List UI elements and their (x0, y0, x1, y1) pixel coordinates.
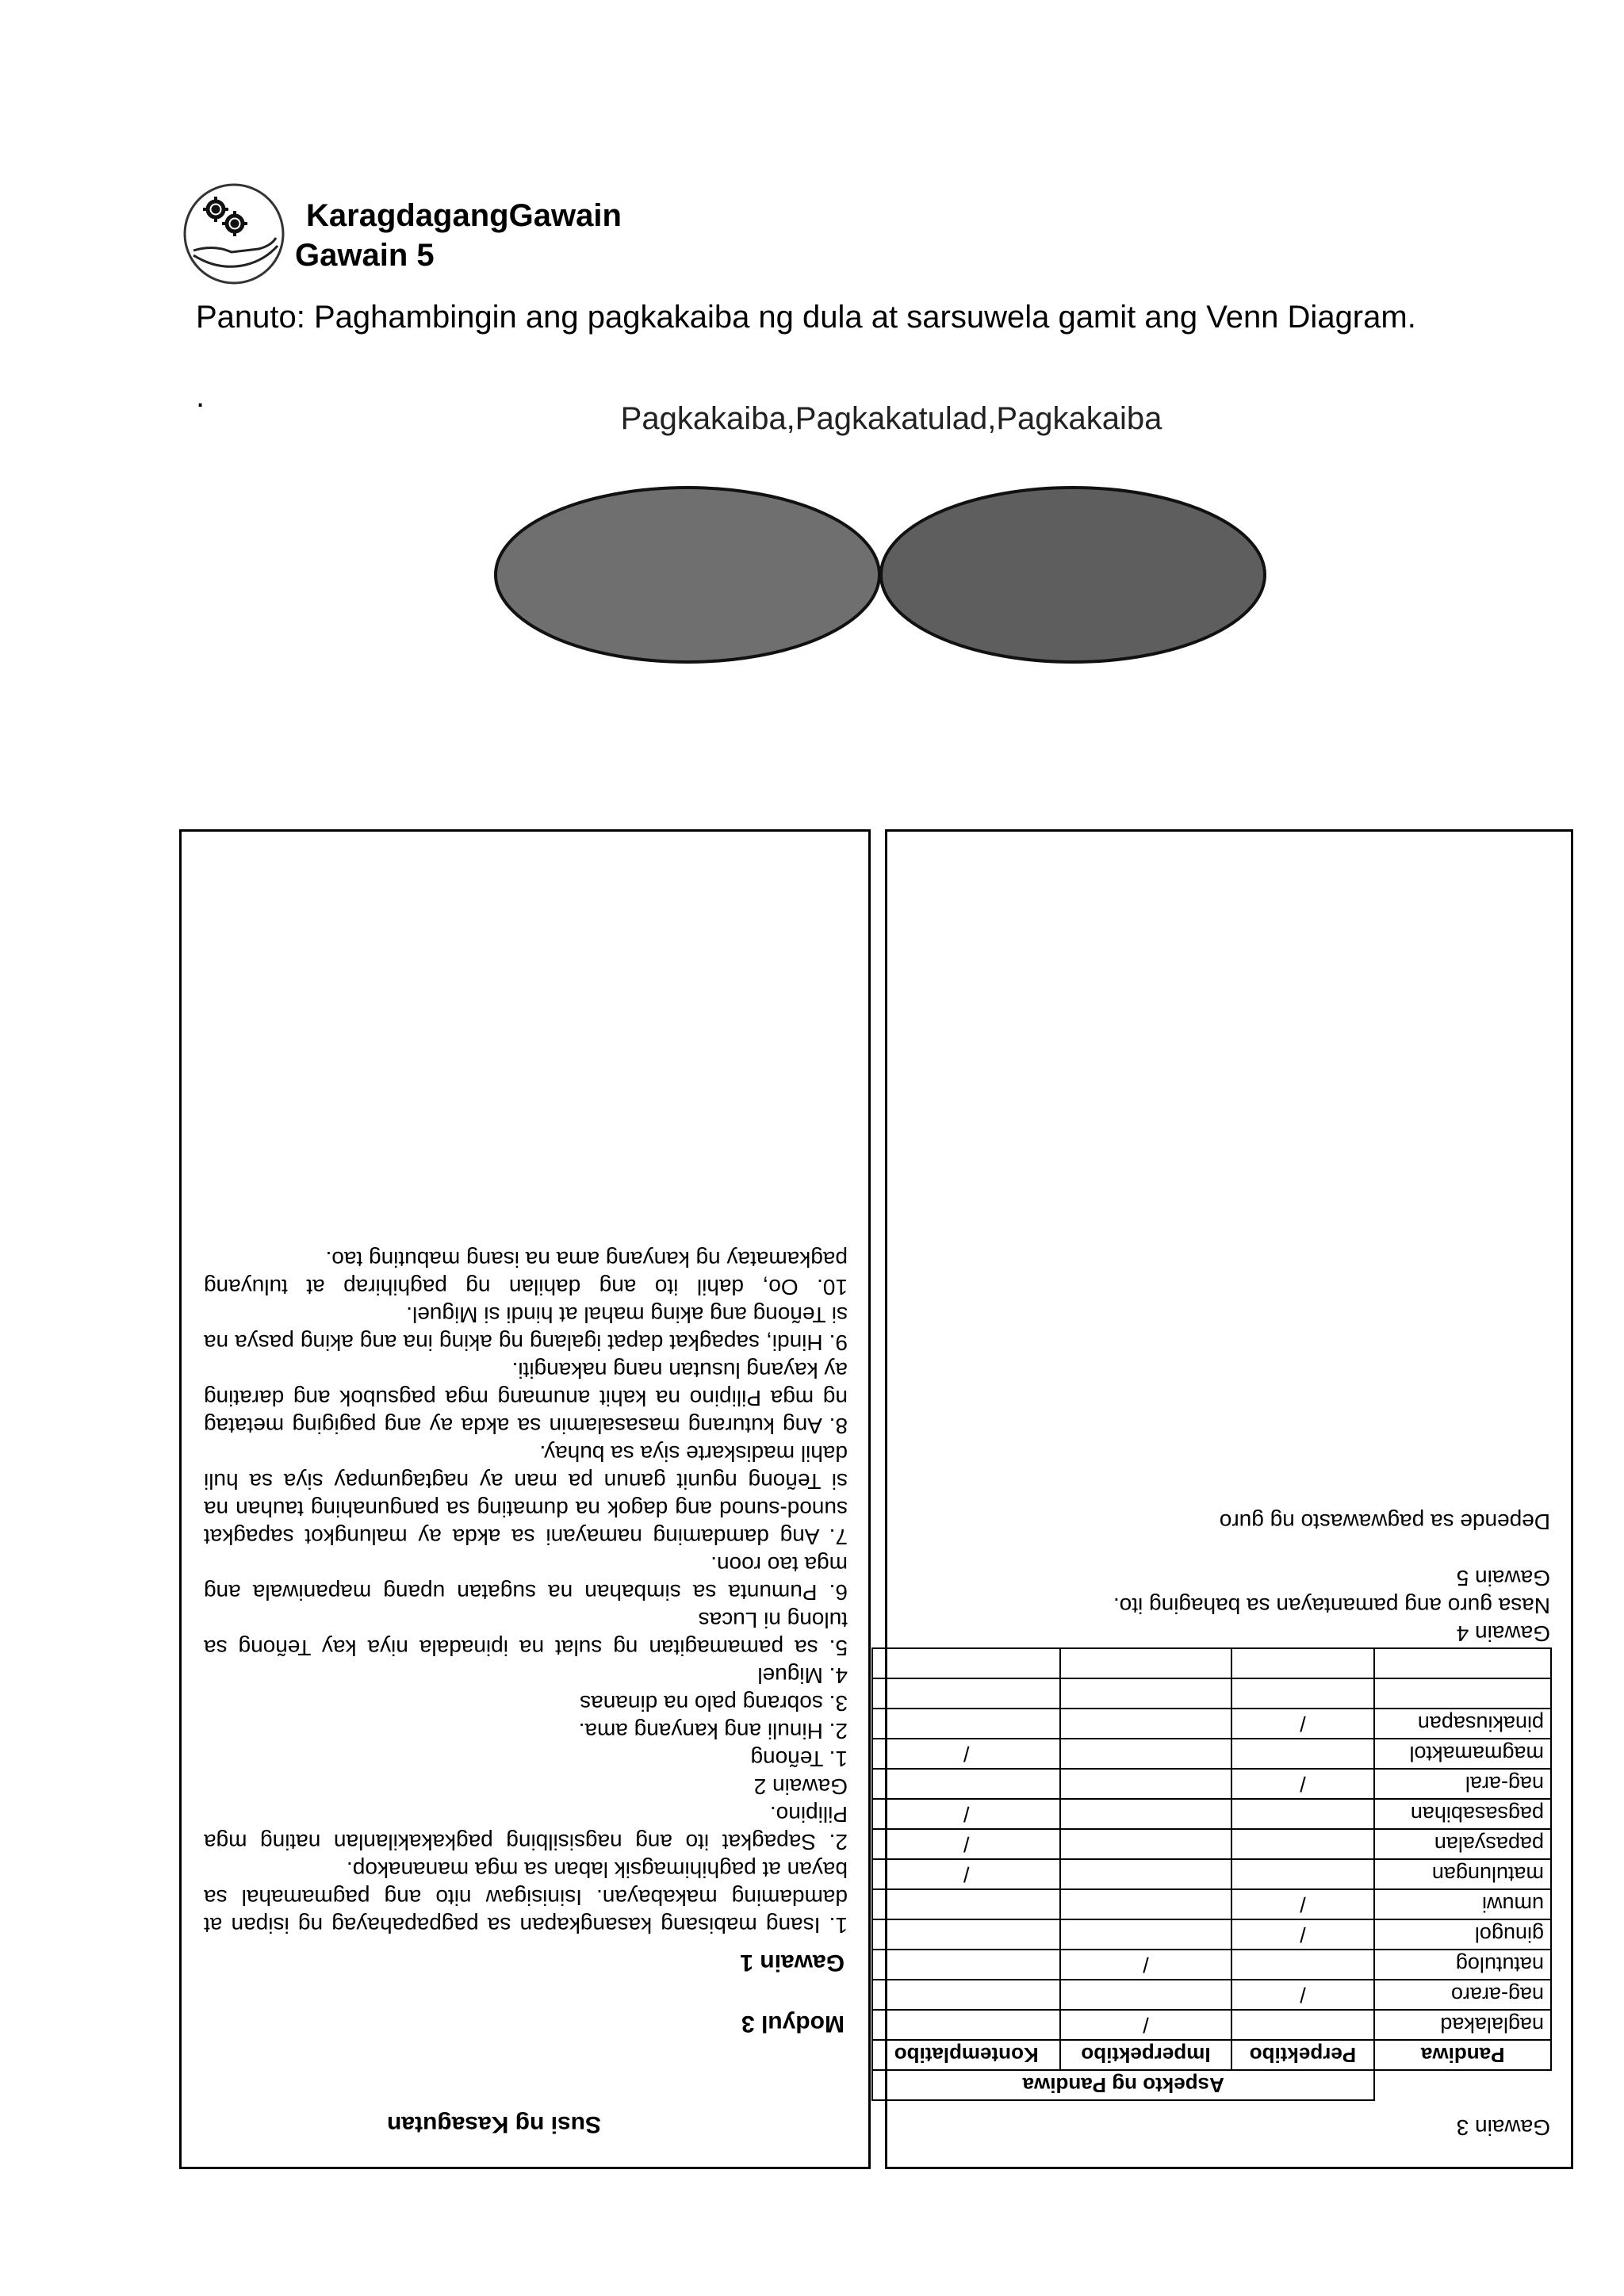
aspekto-table-title: Aspekto ng Pandiwa (872, 2070, 1374, 2100)
table-cell-kontemplatibo (872, 1678, 1060, 1709)
table-row (872, 1648, 1551, 1678)
table-cell-imperpektibo (1060, 1678, 1231, 1709)
page-title: KaragdagangGawain (306, 198, 622, 233)
table-cell-word: matulungan (1374, 1859, 1551, 1889)
answer-key-left-panel (179, 829, 871, 2169)
column-header: Imperpektibo (1060, 2040, 1231, 2070)
table-cell-word: umuwi (1374, 1889, 1551, 1919)
gear-icon (227, 216, 243, 232)
table-cell-kontemplatibo (872, 1709, 1060, 1739)
hand-icon (193, 238, 278, 266)
aspekto-table (871, 1647, 1552, 2101)
page-subtitle: Gawain 5 (295, 238, 435, 273)
table-cell-kontemplatibo: / (872, 1859, 1060, 1889)
table-cell-word: natutulog (1374, 1950, 1551, 1980)
table-cell-kontemplatibo (872, 1980, 1060, 2010)
table-cell-kontemplatibo (872, 1889, 1060, 1919)
answer-key-right-content (894, 1508, 1550, 2141)
table-row (872, 2010, 1551, 2040)
table-cell-imperpektibo (1060, 1799, 1231, 1829)
table-cell-imperpektibo: / (1060, 2010, 1231, 2040)
table-cell-imperpektibo (1060, 1980, 1231, 2010)
table-cell-word (1374, 1648, 1551, 1678)
table-row (872, 1709, 1551, 1739)
table-row (872, 1980, 1551, 2010)
gawain2-item: 3. sobrang palo na dinanas (580, 1691, 848, 1716)
column-header: Kontemplatibo (872, 2040, 1060, 2070)
gears-hand-logo (182, 182, 285, 285)
gawain4-label: Gawain 4 (1456, 1621, 1550, 1646)
table-cell-kontemplatibo (872, 1919, 1060, 1950)
answer-key-right-panel (885, 829, 1573, 2169)
table-cell-perpektibo (1231, 2010, 1375, 2040)
table-cell-imperpektibo (1060, 1709, 1231, 1739)
table-cell-imperpektibo (1060, 1859, 1231, 1889)
gawain4-text: Nasa guro ang pamantayan sa bahaging ito. (1113, 1594, 1550, 1618)
table-row (872, 1799, 1551, 1829)
gawain2-label: Gawain 2 (753, 1774, 848, 1799)
table-row (872, 1739, 1551, 1769)
table-cell-perpektibo (1231, 1799, 1375, 1829)
gawain2-item: 6. Pumunta sa simbahan na sugatan upang mapaniwala ang mga tao roon. (204, 1552, 848, 1605)
table-cell-perpektibo: / (1231, 1919, 1375, 1950)
table-cell-word: pinakiusapan (1374, 1709, 1551, 1739)
answer-key-left-content (204, 1246, 848, 2138)
gawain2-item: 7. Ang damdaming namayani sa akda ay malungkot sapagkat sunod-sunod ang dagok na dumating sa pangunahing tauhan na si Teñong ngunit ganun pa man ay nagtagumpay siya sa huli dahil madiskarte siya sa buhay. (204, 1441, 848, 1549)
gawain2-item: 4. Miguel (757, 1663, 848, 1688)
table-cell-perpektibo (1231, 1739, 1375, 1769)
table-cell-perpektibo: / (1231, 1889, 1375, 1919)
table-row (872, 1950, 1551, 1980)
table-row (872, 1859, 1551, 1889)
table-cell-kontemplatibo (872, 1950, 1060, 1980)
table-cell-perpektibo (1231, 1950, 1375, 1980)
dot-mark: . (196, 379, 205, 414)
table-cell-kontemplatibo: / (872, 1799, 1060, 1829)
modyul-label: Modyul 3 (741, 2011, 845, 2037)
gawain1-item: 2. Sapagkat ito ang nagsisilbing pagkakakilanlan nating mga Pilipino. (204, 1802, 848, 1854)
table-cell-kontemplatibo: / (872, 1829, 1060, 1859)
gawain2-item: 9. Hindi, sapagkat dapat igalang ng aking ina ang aking pasya na si Teñong ang aking mahal at hindi si Miguel. (204, 1303, 848, 1355)
table-cell-imperpektibo (1060, 1739, 1231, 1769)
gawain3-label: Gawain 3 (1456, 2115, 1550, 2140)
table-cell-word: ginugol (1374, 1919, 1551, 1950)
table-cell-perpektibo: / (1231, 1769, 1375, 1799)
table-cell-imperpektibo: / (1060, 1950, 1231, 1980)
gawain2-item: 10. Oo, dahil ito ang dahilan ng paghihirap at tuluyang pagkamatay ng kanyang ama na isang mabuting tao. (204, 1247, 848, 1299)
table-cell-perpektibo (1231, 1859, 1375, 1889)
table-cell-kontemplatibo (872, 1769, 1060, 1799)
answer-key-heading: Susi ng Kasagutan (386, 2111, 602, 2137)
table-row (872, 1919, 1551, 1950)
table-cell-word: naglalakad (1374, 2010, 1551, 2040)
gawain5-text: Depende sa pagwawasto ng guro (1219, 1510, 1550, 1534)
table-cell-perpektibo (1231, 1829, 1375, 1859)
table-cell-imperpektibo (1060, 1919, 1231, 1950)
table-cell-imperpektibo (1060, 1769, 1231, 1799)
table-cell-word: pagsasabihan (1374, 1799, 1551, 1829)
table-cell-kontemplatibo: / (872, 1739, 1060, 1769)
gawain5-label: Gawain 5 (1456, 1566, 1550, 1590)
gawain1-item: 1. Isang mabisang kasangkapan sa pagpapahayag ng isipan at damdaming makabayan. Isinisigaw nito ang pagmamahal sa bayan at paghihimagsik laban sa mga mananakop. (204, 1858, 848, 1938)
table-cell-perpektibo (1231, 1678, 1375, 1709)
table-cell-kontemplatibo (872, 1648, 1060, 1678)
table-cell-perpektibo: / (1231, 1980, 1375, 2010)
gawain2-item: 1. Teñong (750, 1747, 848, 1771)
table-cell-kontemplatibo (872, 2010, 1060, 2040)
table-cell-perpektibo: / (1231, 1709, 1375, 1739)
table-row (872, 1769, 1551, 1799)
venn-diagram (492, 484, 1269, 666)
table-cell-perpektibo (1231, 1648, 1375, 1678)
gawain2-item: 8. Ang kuturang masasalamin sa akda ay ang pagiging metatag ng mga Pilipino na kahit anumang mga pagsubok ang darating ay kayang lusutan nang nakangiti. (204, 1358, 848, 1438)
column-header: Perpektibo (1231, 2040, 1375, 2070)
venn-title: Pagkakaiba,Pagkakatulad,Pagkakaiba (620, 401, 1162, 436)
table-cell-word: nag-araro (1374, 1980, 1551, 2010)
column-header: Pandiwa (1374, 2040, 1551, 2070)
table-cell-imperpektibo (1060, 1829, 1231, 1859)
table-cell-word (1374, 1678, 1551, 1709)
gawain1-label: Gawain 1 (740, 1950, 845, 1976)
table-cell-word: papasyalan (1374, 1829, 1551, 1859)
gawain2-item: 5. sa pamamagitan ng sulat na ipinadala niya kay Teñong sa tulong ni Lucas (204, 1608, 848, 1660)
table-cell-imperpektibo (1060, 1889, 1231, 1919)
table-row (872, 1678, 1551, 1709)
gawain2-item: 2. Hinuli ang kanyang ama. (578, 1719, 848, 1743)
table-row (872, 1889, 1551, 1919)
gear-icon (208, 201, 224, 217)
table-cell-word: magmamaktol (1374, 1739, 1551, 1769)
instructions-text: Panuto: Paghambingin ang pagkakaiba ng dula at sarsuwela gamit ang Venn Diagram. (196, 300, 1416, 335)
table-cell-word: nag-aral (1374, 1769, 1551, 1799)
table-row (872, 1829, 1551, 1859)
table-cell-imperpektibo (1060, 1648, 1231, 1678)
